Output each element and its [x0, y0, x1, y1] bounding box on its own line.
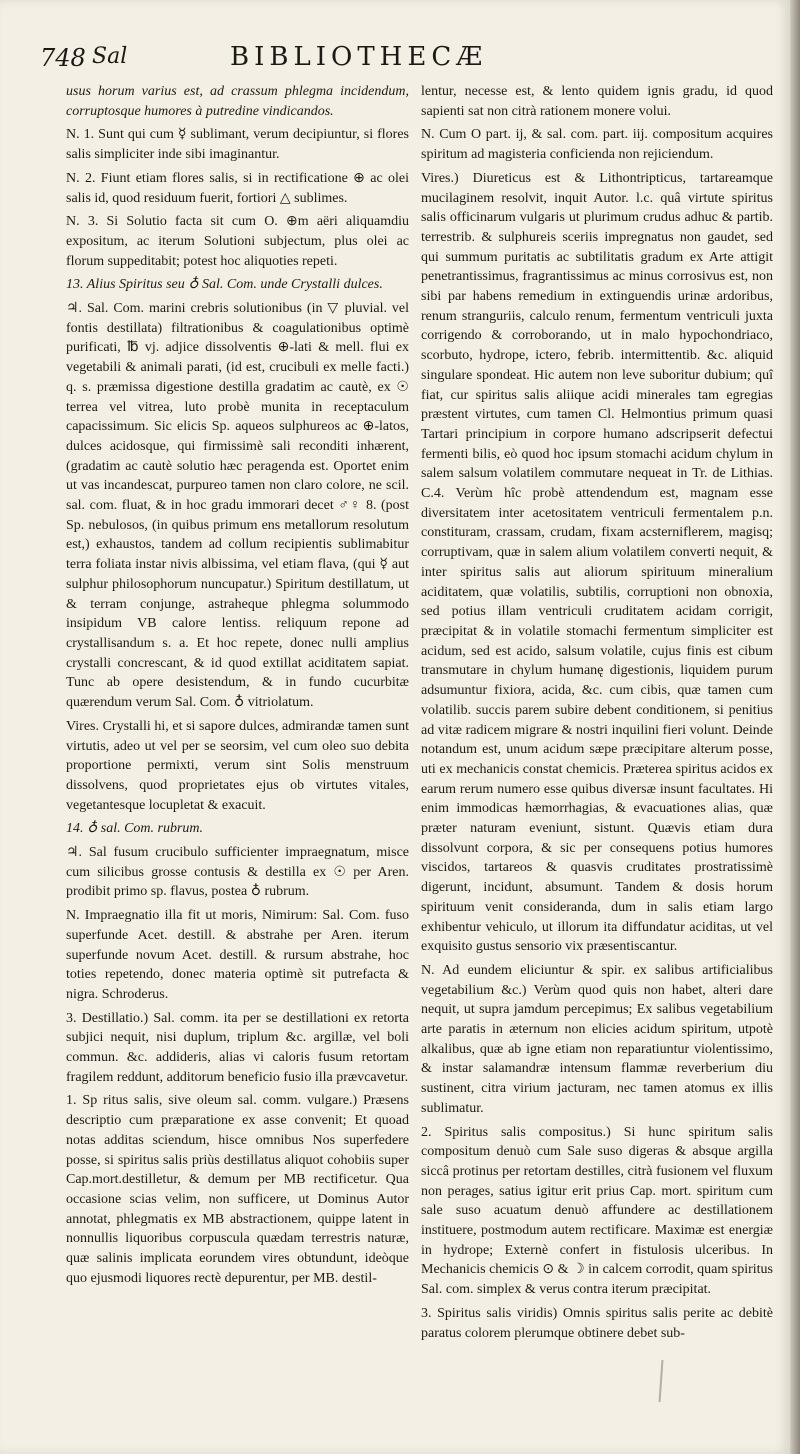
paragraph: 3. Destillatio.) Sal. comm. ita per se destillationi ex retorta subjici nequit, nisi duplum, triplum &c. argillæ, vel boli commun. &c. addideris, alias vi caloris fusum retortam fragilem reddunt, additorum beneficio fusio illa prævcavetur.	[66, 1010, 409, 1085]
paragraph: N. Ad eundem eliciuntur & spir. ex salibus artificialibus vegetabilium &c.) Verùm quod quis non habet, alteri dare nequit, ut supra jamdum percepimus; Ex salibus vegetabilium arte paratis in æternum non elicies acidum spiritum, utpotè alkalibus, quæ ab igne etiam non reparatiuntur violentissimo, & instar salamandræ intensum flammæ reverberium diu sustinent, citra virium jacturam, nec tamen atomus ex illis sublimatur.	[421, 962, 773, 1116]
paragraph: lentur, necesse est, & lento quidem ignis gradu, id quod sapienti sat non citrà rationem monere volui.	[421, 84, 773, 119]
paragraph: ♃. Sal. Com. marini crebris solutionibus (in ▽ pluvial. vel fontis destillata) filtrationibus & coagulationibus optimè purificati, ℔ vj. adjice dissolventis ⊕-lati & mell. flui ex vegetabili & animali parati, (id est, crucibuli ex melle facti.) q. s. præmissa digestione destilla gradatim ac cautè, ex ☉ terrea vel vitrea, luto probè munita in receptaculum capacissimum. Sic elicis Sp. aqueos sulphureos ac ⊕-latos, dulces acidosque, qui firmissimè sali reconditi inhærent, (gradatim ac cautè solutio hæc peragenda est. Oportet enim ut vas incandescat, purpureo tamen non claro colore, ne scil. sal. com. fluat, & in hoc gradu immorari decet ♂♀ 8. (post Sp. nebulosos, (in quibus primum ens metallorum resolutum est,) exhaustos, tandem ad collum recipientis sublimabitur terra foliata instar nivis albissima, vel etiam flava, (qui ☿ aut sulphur philosophorum nuncupatur.) Spiritum destillatum, ut & terram conjunge, astraheque phlegma solummodo insipidum VB calore lentiss. reliquum repone ad crystallisandum s. a. Et hoc repete, donec nulli amplius crystalli concrescant, & id quod extillat aciditatem sapiat. Tunc ab opere desistendum, & in fundo cucurbitæ quærendum verum Sal. Com. ♁ vitriolatum.	[66, 301, 409, 711]
left-text-column	[66, 82, 409, 1402]
paragraph: 14. ♁ sal. Com. rubrum.	[66, 821, 204, 837]
paragraph: 2. Spiritus salis compositus.) Si hunc spiritum salis compositum denuò cum Sale suso digeras & absque argilla siccâ protinus per retortam destilles, citrà fusionem vel fluxum non perages, satius igitur erit prius Cap. mort. spiritum cum sale suso acuatum denuò affundere ac destillationem instituere, postmodum autem rectificare. Maximæ est energiæ in hydrope; Externè confert in fistulosis ulceribus. In Mechanicis chemicis ⊙ & ☽ in calcem corrodit, quam spiritus Sal. com. simplex & verus contra iterum præcipitat.	[421, 1124, 773, 1298]
right-text-column	[421, 82, 773, 1341]
paragraph: 1. Sp ritus salis, sive oleum sal. comm. vulgare.) Præsens descriptio cum præparatione ex asse convenit; Et quoad notas additas sciendum, hisce omnibus Nos superfedere posse, si spiritus salis priùs destillatus aliquot cohobiis super Cap.mort.destilletur, & demum per MB rectificetur. Qua occasione scias velim, non sufficere, ut Dominus Autor annotat, phlegmatis ex MB abstractionem, quippe latent in nonnullis liquoribus corpuscula quædam terrestris naturæ, quæ salinis implicata eorundem vires obtundunt, ideòque quo ejusmodi liquores rectè depurentur, per MB. destil-	[66, 1093, 409, 1286]
running-word: Sal	[92, 44, 128, 69]
paragraph: 13. Alius Spiritus seu ♁ Sal. Com. unde Crystalli dulces.	[66, 277, 383, 293]
page-edge-shadow	[790, 0, 800, 1454]
paragraph: Vires.) Diureticus est & Lithontripticus, tartareamque mucilaginem resolvit, inquit Autor. l.c. quâ virtute spiritus salis officinarum vulgaris ut plurimum crudus adhuc & partib. terrestrib. & sulphureis sceriis impregnatus non gaudet, sed qui summum puritatis ac subtilitatis gradum ex Arte attigit penetrantissimus, fragrantissimus ac minus corrosivus est, non sibi par habens remedium in extinguendis urinæ ardoribus, renum stranguriis, calculo renum, fermentum ventriculi juxta corrigendo & corroborando, ut in malo hypochondriaco, scorbuto, hydrope, ictero, febrib. intermittentib. &c. aliquid singulare spondeat. Hic autem non leve suboritur dubium; quî fiat, cur spiritus salis aliique acidi minerales tam egregias præstent virtutes, cum tamen Cl. Helmontius primum quasi Tartari principium in corpore humano adscripserit defectui fermenti bilis, eò quod hoc ipsum stomachi acidum chylum in salem salsum volatilem commutare nequeat in Tr. de Lithias. C.4. Verùm hîc probè attendendum est, magnam esse diversitatem inter acetositatem ventriculi fermentalem p.n. constituram, crassam, crudam, fixam acsterniflerem, magisq; corruptivam, quæ in salem alium volatilem converti nequit, & inter spiritus salis aut aliorum spirituum mineralium aciditatem, quæ volatilis, subtilis, corruptioni non obnoxia, sed potius illam ventriculi cruditatem acidam corrigit, præcipitat & in volatile stomachi fermentum simpliciter est acidum, sed est acido, salsum volatile, cujus finis est cibum transmutare in chylum humanę digestionis, liquidem purum adsumuntur fixiora, acida, &c. cum cibis, quæ tamen cum volatilib. succis parem subire debent conditionem, si penitius ad vitæ radicem migrare & nostri inquilini fieri volunt. Deinde notandum est, unum acidum sæpe præcipitare alterum posse, uti ex mechanicis constat chemicis. Præterea spiritus acidos ex earum rerum numero esse quibus diversæ insunt facultates. Hi enim immodicas hæmorrhagias, & evacuationes alias, quæ præter naturam eveniunt, sistunt. Quævis etiam dura dissolvunt corpora, & sic per consequens potius humores viscidos, tartareos & quasvis cruditates prostratissimè digerunt, incidunt, absumunt. Tandem & dosis horum spirituum venit consideranda, dum in salis etiam largo exhibentur vehiculo, ut illorum ita diffundatur aciditas, ut vel exquisito gustus sensorio vix præsentiscantur.	[421, 170, 773, 955]
paragraph: N. Cum O part. ij, & sal. com. part. iij. compositum acquires spiritum ad magisteria conficienda non rejiciendum.	[421, 127, 773, 163]
paragraph: N. 3. Si Solutio facta sit cum O. ⊕m aëri aliquamdiu expositum, ac iterum Solutioni subjectum, plus olei ac florum suppeditabit; potest hoc aliquoties repeti.	[66, 214, 409, 269]
page-number: 748	[40, 44, 86, 72]
pencil-mark	[659, 1360, 664, 1402]
paragraph: N. 2. Fiunt etiam flores salis, si in rectificatione ⊕ ac olei salis id, quod residuum fuerit, fortiori △ sublimes.	[66, 170, 409, 206]
paragraph: usus horum varius est, ad crassum phlegma incidendum, corruptosque humores à putredine vindicandos.	[66, 84, 409, 119]
paragraph: 3. Spiritus salis viridis) Omnis spiritus salis perite ac debitè paratus colorem plerumque obtinere debet sub-	[421, 1305, 773, 1341]
paragraph: N. Impraegnatio illa fit ut moris, Nimirum: Sal. Com. fuso superfunde Acet. destill. & abstrahe per Aren. iterum superfunde novum Acet. destill. & rursum abstrahe, hoc toties repetendo, donec materia optimè sit putrefacta & nigra. Schroderus.	[66, 908, 409, 1002]
paragraph: Vires. Crystalli hi, et si sapore dulces, admirandæ tamen sunt virtutis, adeo ut vel per se seorsim, vel cum oleo suo debita proportione permixti, verum sint Solis menstruum dissolvens, quod proprietates ejus ob virtutes vitales, vegetantesque locupletat & exacuit.	[66, 718, 409, 813]
paragraph: ♃. Sal fusum crucibulo sufficienter impraegnatum, misce cum silicibus grosse contusis & destilla ex ☉ per Aren. prodibit primo sp. flavus, postea ♁ rubrum.	[66, 845, 409, 900]
running-title: BIBLIOTHECÆ	[230, 42, 488, 72]
paragraph: N. 1. Sunt qui cum ☿ sublimant, verum decipiuntur, si flores salis simpliciter inde sibi imaginantur.	[66, 127, 409, 163]
running-header	[40, 42, 780, 76]
